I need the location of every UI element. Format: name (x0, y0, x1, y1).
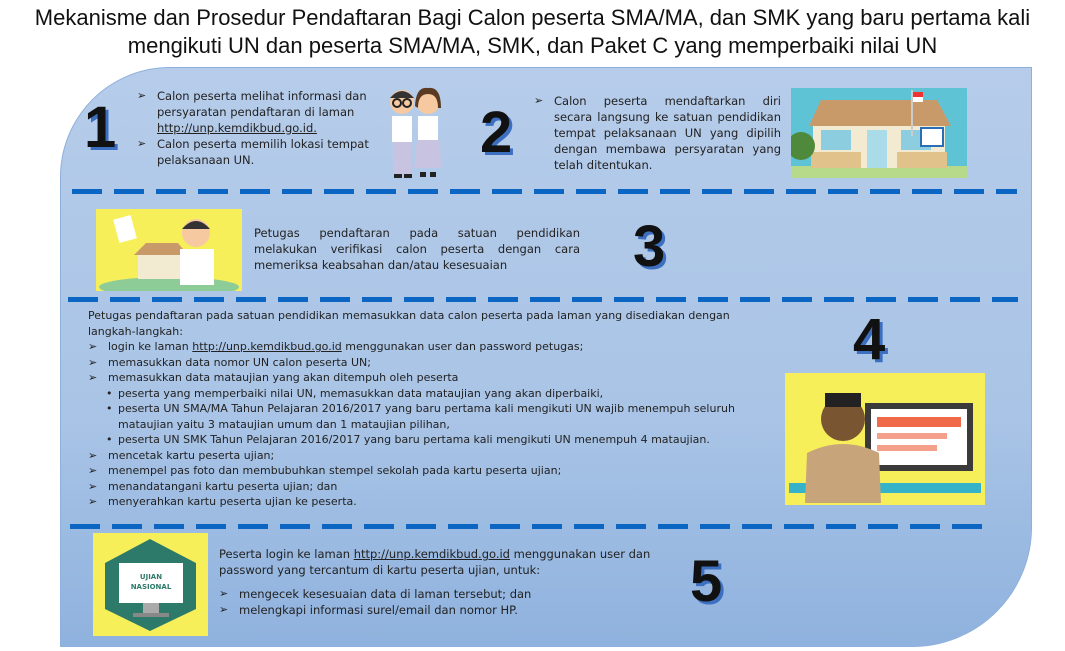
step-4-subitem: • peserta UN SMK Tahun Pelajaran 2016/2017 yang baru pertama kali mengikuti UN menempuh 4 mataujian. (88, 432, 780, 448)
unp-link[interactable]: http://unp.kemdikbud.go.id (192, 340, 342, 353)
step-5-bullet: ➢ melengkapi informasi surel/email dan nomor HP. (219, 602, 671, 618)
intro-text: Peserta login ke laman (219, 547, 354, 561)
svg-text:UJIAN: UJIAN (139, 573, 163, 581)
step-4-item (88, 339, 780, 355)
unp-link[interactable]: http://unp.kemdikbud.go.id. (157, 121, 317, 135)
step-4-subitem: • peserta yang memperbaiki nilai UN, memasukkan data mataujian yang akan diperbaiki, (88, 386, 780, 402)
divider (72, 189, 1017, 194)
step-1-bullet (137, 88, 372, 136)
title-line-1: Mekanisme dan Prosedur Pendaftaran Bagi Calon peserta SMA/MA, dan SMK yang baru pertama kali (34, 5, 1031, 30)
step-5-intro (219, 546, 671, 578)
students-illustration (382, 84, 448, 182)
step-3-number: 3 (633, 214, 666, 279)
step-2-text (534, 93, 781, 173)
step-4-intro: Petugas pendaftaran pada satuan pendidikan memasukkan data calon peserta pada laman yang disediakan dengan langkah-langkah: (88, 309, 730, 338)
divider (68, 297, 1018, 302)
item-text: login ke laman (108, 340, 193, 353)
step-4-item: ➢ menyerahkan kartu peserta ujian ke peserta. (88, 494, 780, 510)
intro-text: menggunakan user dan password yang tercantum di kartu peserta ujian, untuk: (219, 547, 651, 577)
step-4-subitem: • peserta UN SMA/MA Tahun Pelajaran 2016/2017 yang baru pertama kali mengikuti UN wajib menempuh seluruh mataujian yaitu 3 mataujian umum dan 1 mataujian pilihan, (88, 401, 780, 432)
computer-operator-illustration (785, 373, 985, 505)
step-5-text (219, 546, 671, 618)
step-5-number: 5 (690, 549, 723, 614)
step-2-number: 2 (480, 100, 513, 165)
step-4-item: ➢ menandatangani kartu peserta ujian; dan (88, 479, 780, 495)
step-4-item: ➢ memasukkan data mataujian yang akan ditempuh oleh peserta (88, 370, 780, 386)
step-4-item: ➢ mencetak kartu peserta ujian; (88, 448, 780, 464)
divider (70, 524, 990, 529)
step-4-item: ➢ memasukkan data nomor UN calon peserta UN; (88, 355, 780, 371)
page-title (0, 4, 1065, 60)
officer-illustration (96, 209, 242, 291)
step-3-text: Petugas pendaftaran pada satuan pendidikan melakukan verifikasi calon peserta dengan cara memeriksa keabsahan dan/atau kesesuaian (254, 226, 580, 272)
step-2-bullet: ➢ Calon peserta mendaftarkan diri secara langsung ke satuan pendidikan tempat pelaksanaan UN yang dipilih dengan membawa persyaratan yang telah ditentukan. (534, 93, 781, 173)
step-4-number: 4 (853, 307, 886, 372)
step-1-bullet: ➢ Calon peserta memilih lokasi tempat pelaksanaan UN. (137, 136, 372, 168)
ujian-nasional-illustration (93, 533, 208, 636)
step-4-item: ➢ menempel pas foto dan membubuhkan stempel sekolah pada kartu peserta ujian; (88, 463, 780, 479)
school-building-illustration (791, 88, 967, 178)
unp-link[interactable]: http://unp.kemdikbud.go.id (353, 547, 510, 561)
item-text: menggunakan user dan password petugas; (341, 340, 584, 353)
title-line-2: mengikuti UN dan peserta SMA/MA, SMK, dan Paket C yang memperbaiki nilai UN (127, 33, 938, 58)
step-5-bullet: ➢ mengecek kesesuaian data di laman tersebut; dan (219, 586, 671, 602)
step-1-number: 1 (84, 95, 117, 160)
bullet-text: Calon peserta melihat informasi dan persyaratan pendaftaran di laman (157, 89, 367, 119)
step-1-text (137, 88, 372, 168)
svg-text:NASIONAL: NASIONAL (130, 583, 172, 591)
step-4-text (88, 308, 780, 510)
